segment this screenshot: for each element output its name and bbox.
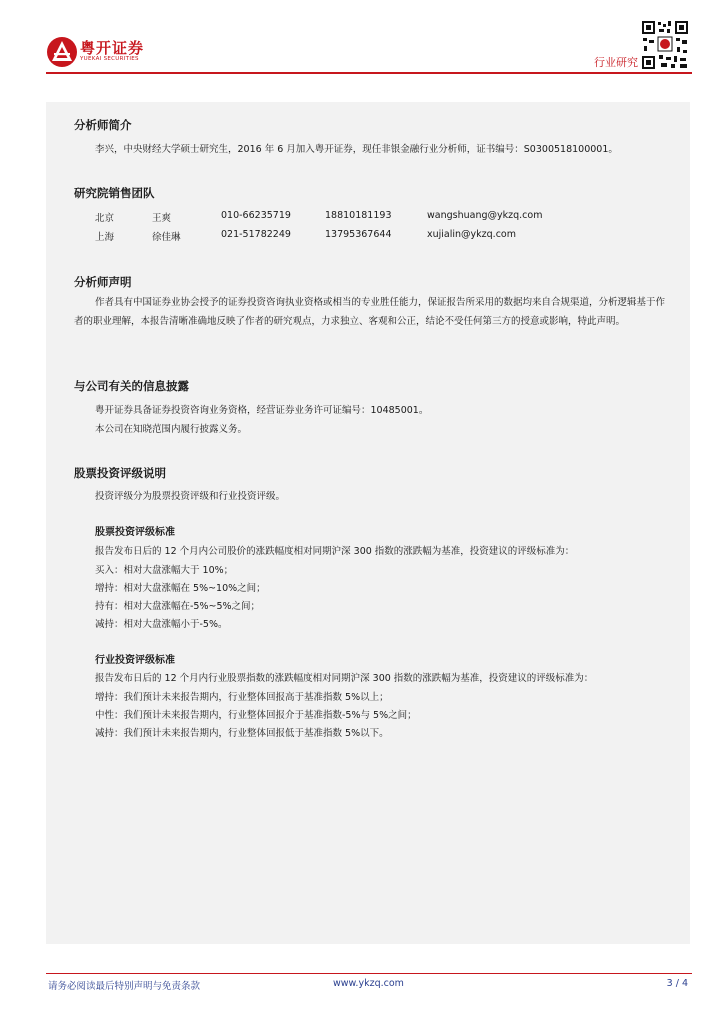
- footer-divider: [46, 973, 692, 974]
- analyst-statement-text: 作者具有中国证券业协会授予的证券投资咨询执业资格或相当的专业胜任能力，保证报告所采用的数据均来自合规渠道，分析逻辑基于作者的职业理解，本报告清晰准确地反映了作者的研究观点，力求独立、客观和公正，结论不受任何第三方的授意或影响，特此声明。: [74, 297, 666, 327]
- company-disclosure-title: 与公司有关的信息披露: [74, 379, 189, 393]
- stock-rating-item: 买入：相对大盘涨幅大于 10%；: [95, 565, 234, 576]
- page-number: 3 / 4: [666, 978, 688, 989]
- stock-rating-item: 持有：相对大盘涨幅在-5%~5%之间；: [95, 601, 261, 612]
- analyst-statement-title: 分析师声明: [74, 275, 132, 289]
- company-disclosure-line: 粤开证券具备证券投资咨询业务资格，经营证券业务许可证编号：10485001。: [95, 405, 429, 416]
- stock-rating-item: 增持：相对大盘涨幅在 5%~10%之间；: [95, 583, 266, 594]
- page-header: [0, 0, 724, 80]
- stock-rating-item: 减持：相对大盘涨幅小于-5%。: [95, 619, 228, 630]
- team-telephone: 021-51782249: [221, 229, 291, 240]
- team-email: wangshuang@ykzq.com: [427, 210, 543, 221]
- qr-code-icon: [641, 20, 689, 70]
- logo-chinese-text: 粤开证券: [80, 39, 145, 57]
- team-member-name: 徐佳琳: [152, 232, 181, 243]
- stock-rating-title: 股票投资评级标准: [95, 527, 175, 538]
- team-mobile: 13795367644: [325, 229, 392, 240]
- industry-rating-item: 中性：我们预计未来报告期内，行业整体回报介于基准指数-5%与 5%之间；: [95, 710, 417, 721]
- team-city: 北京: [95, 213, 115, 224]
- header-divider: [46, 72, 692, 74]
- team-telephone: 010-66235719: [221, 210, 291, 221]
- sales-team-title: 研究院销售团队: [74, 186, 155, 200]
- industry-rating-title: 行业投资评级标准: [95, 655, 175, 666]
- stock-rating-desc: 报告发布日后的 12 个月内公司股价的涨跌幅度相对同期沪深 300 指数的涨跌幅为基准，投资建议的评级标准为：: [95, 546, 575, 557]
- footer-disclaimer-notice: 请务必阅读最后特别声明与免责条款: [48, 981, 201, 992]
- company-disclosure-line: 本公司在知晓范围内履行披露义务。: [95, 424, 248, 435]
- analyst-intro-text: 李兴，中央财经大学硕士研究生，2016 年 6 月加入粤开证券，现任非银金融行业分析师，证书编号：S0300518100001。: [95, 144, 618, 155]
- report-category-label: 行业研究: [594, 56, 638, 69]
- footer-website-link[interactable]: www.ykzq.com: [333, 978, 404, 989]
- team-city: 上海: [95, 232, 115, 243]
- yuekai-logo-icon: [46, 36, 78, 68]
- analyst-intro-title: 分析师简介: [74, 118, 132, 132]
- logo-english-text: YUEKAI SECURITIES: [80, 56, 139, 62]
- industry-rating-item: 减持：我们预计未来报告期内，行业整体回报低于基准指数 5%以下。: [95, 728, 389, 739]
- rating-intro: 投资评级分为股票投资评级和行业投资评级。: [95, 491, 286, 502]
- team-member-name: 王爽: [152, 213, 172, 224]
- rating-title: 股票投资评级说明: [74, 466, 166, 480]
- industry-rating-desc: 报告发布日后的 12 个月内行业股票指数的涨跌幅度相对同期沪深 300 指数的涨跌幅为基准，投资建议的评级标准为：: [95, 673, 594, 684]
- team-mobile: 18810181193: [325, 210, 392, 221]
- company-logo: [46, 36, 156, 70]
- team-email: xujialin@ykzq.com: [427, 229, 516, 240]
- industry-rating-item: 增持：我们预计未来报告期内，行业整体回报高于基准指数 5%以上；: [95, 692, 389, 703]
